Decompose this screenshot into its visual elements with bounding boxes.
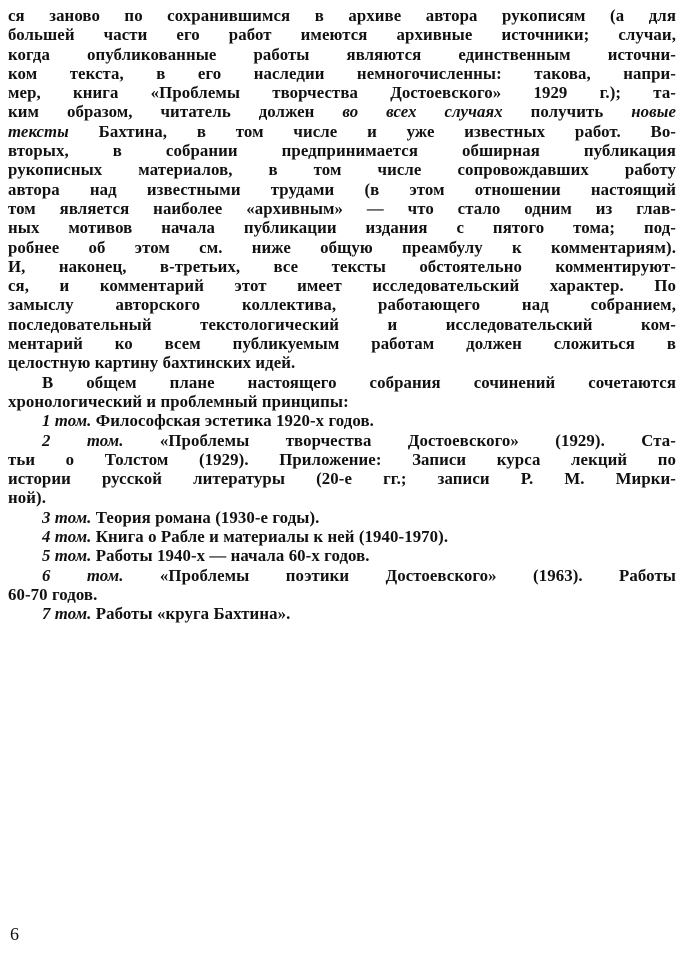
volume-entry-line: [8, 469, 676, 488]
text-run: робнее об этом см. ниже общую преамбулу к комментариям).: [8, 237, 676, 257]
italic-text: новые: [631, 102, 676, 122]
paragraph-1-line: [8, 353, 676, 372]
paragraph-1-line: [8, 295, 676, 314]
text-run: замыслу авторского коллектива, работающего над собранием,: [8, 295, 676, 315]
volume-entry-line: [8, 450, 676, 469]
paragraph-1-line: [8, 160, 676, 179]
text-run: ментарий ко всем публикуемым работам должен сложиться в: [8, 334, 676, 354]
text-run: автора над известными трудами (в этом отношении настоящий: [8, 179, 676, 199]
italic-text: 6 том.: [42, 565, 124, 585]
text-run: ся, и комментарий этот имеет исследовательский характер. По: [8, 276, 676, 296]
italic-text: 3 том.: [42, 507, 92, 527]
volume-entry-line: [8, 431, 676, 450]
text-run: Книга о Рабле и материалы к ней (1940-1970).: [91, 527, 449, 547]
text-run: «Проблемы творчества Достоевского» (1929). Ста-: [123, 430, 676, 450]
text-run: И, наконец, в-третьих, все тексты обстоятельно комментируют-: [8, 256, 676, 276]
italic-text: тексты: [8, 121, 69, 141]
text-run: большей части его работ имеются архивные источники; случаи,: [8, 25, 676, 45]
paragraph-1-line: [8, 64, 676, 83]
italic-text: во всех случаях: [342, 102, 503, 122]
volume-entry-line: [8, 585, 676, 604]
page-number: 6: [10, 924, 19, 944]
text-run: «Проблемы поэтики Достоевского» (1963). Работы: [123, 565, 676, 585]
paragraph-1-line: [8, 315, 676, 334]
paragraph-1-line: [8, 122, 676, 141]
paragraph-1-line: [8, 180, 676, 199]
text-run: рукописных материалов, в том числе сопровождавших работу: [8, 160, 676, 180]
volume-entry-line: [8, 488, 676, 507]
text-run: ных мотивов начала публикации издания с пятого тома; под-: [8, 218, 676, 238]
text-run: Работы «круга Бахтина».: [91, 604, 291, 624]
text-run: получить: [502, 102, 632, 122]
text-run: Теория романа (1930-е годы).: [91, 507, 320, 527]
text-run: тьи о Толстом (1929). Приложение: Записи курса лекций по: [8, 449, 676, 469]
text-run: В общем плане настоящего собрания сочинений сочетаются: [42, 372, 676, 392]
text-run: ком текста, в его наследии немногочисленны: такова, напри-: [8, 63, 676, 83]
paragraph-1-line: [8, 334, 676, 353]
text-run: ной).: [8, 488, 47, 508]
italic-text: 4 том.: [42, 527, 92, 547]
text-run: Бахтина, в том числе и уже известных работ. Во-: [68, 121, 676, 141]
paragraph-1-line: [8, 102, 676, 121]
paragraph-1-line: [8, 141, 676, 160]
italic-text: 5 том.: [42, 546, 92, 566]
paragraph-1-line: [8, 83, 676, 102]
paragraph-1-line: [8, 257, 676, 276]
volume-entry-line: [8, 527, 676, 546]
paragraph-1-line: [8, 276, 676, 295]
italic-text: 1 том.: [42, 411, 92, 431]
text-run: ся заново по сохранившимся в архиве автора рукописям (а для: [8, 6, 676, 25]
volume-entry-line: [8, 411, 676, 430]
paragraph-1-line: [8, 238, 676, 257]
volume-entry-line: [8, 508, 676, 527]
text-run: когда опубликованные работы являются единственным источни-: [8, 44, 676, 64]
volume-entry-line: [8, 604, 676, 623]
text-run: целостную картину бахтинских идей.: [8, 353, 296, 373]
text-run: Философская эстетика 1920-х годов.: [91, 411, 374, 431]
italic-text: 2 том.: [42, 430, 124, 450]
paragraph-1-line: [8, 218, 676, 237]
body-text: [8, 6, 676, 624]
text-run: истории русской литературы (20-е гг.; записи Р. М. Мирки-: [8, 469, 676, 489]
text-run: том является наиболее «архивным» — что стало одним из глав-: [8, 198, 676, 218]
text-run: хронологический и проблемный принципы:: [8, 391, 349, 411]
text-run: последовательный текстологический и исследовательский ком-: [8, 314, 676, 334]
italic-text: 7 том.: [42, 604, 92, 624]
volume-entry-line: [8, 566, 676, 585]
text-run: 60-70 годов.: [8, 584, 98, 604]
paragraph-1-line: [8, 25, 676, 44]
paragraph-1-line: [8, 6, 676, 25]
text-run: Работы 1940-х — начала 60-х годов.: [91, 546, 370, 566]
paragraph-2-line: [8, 392, 676, 411]
text-run: ким образом, читатель должен: [8, 102, 343, 122]
text-run: вторых, в собрании предпринимается обширная публикация: [8, 141, 676, 161]
paragraph-2-line: [8, 373, 676, 392]
paragraph-1-line: [8, 199, 676, 218]
volume-entry-line: [8, 546, 676, 565]
paragraph-1-line: [8, 45, 676, 64]
text-run: мер, книга «Проблемы творчества Достоевского» 1929 г.); та-: [8, 83, 676, 103]
